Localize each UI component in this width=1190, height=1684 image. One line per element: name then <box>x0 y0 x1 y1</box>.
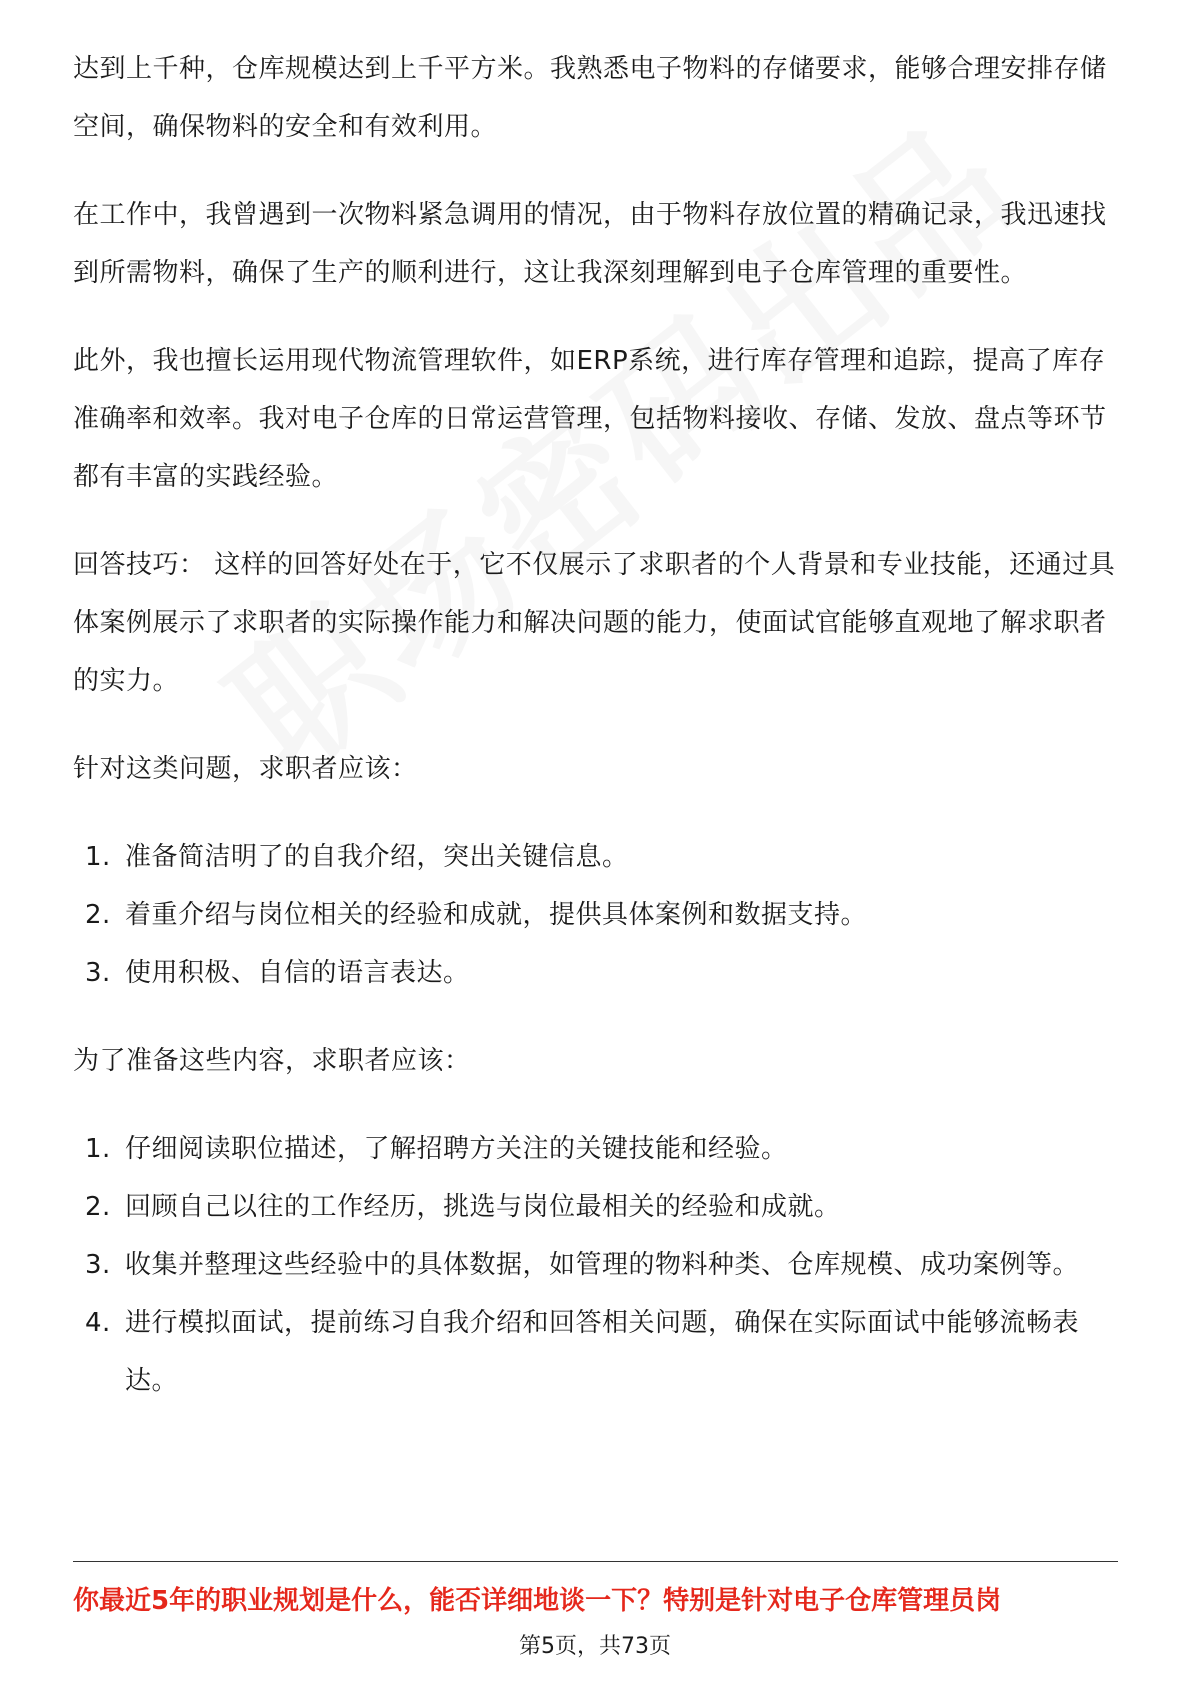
paragraph-urgent-case: 在工作中，我曾遇到一次物料紧急调用的情况，由于物料存放位置的精确记录，我迅速找到所需物料，确保了生产的顺利进行，这让我深刻理解到电子仓库管理的重要性。 <box>73 200 1107 288</box>
list-item <box>73 828 1118 886</box>
list-item-text: 回顾自己以往的工作经历，挑选与岗位最相关的经验和成就。 <box>125 1192 841 1222</box>
list-item <box>73 886 1118 944</box>
section2-list <box>73 1120 1118 1410</box>
section1-intro: 针对这类问题，求职者应该： <box>73 754 418 784</box>
list-item <box>73 1120 1118 1178</box>
list-item <box>73 1236 1118 1294</box>
paragraph-storage-experience: 达到上千种，仓库规模达到上千平方米。我熟悉电子物料的存储要求，能够合理安排存储空间，确保物料的安全和有效利用。 <box>73 54 1107 142</box>
list-item-number: 2. <box>85 900 111 930</box>
paragraph-answer-tips: 回答技巧： 这样的回答好处在于，它不仅展示了求职者的个人背景和专业技能，还通过具体案例展示了求职者的实际操作能力和解决问题的能力，使面试官能够直观地了解求职者的实力。 <box>73 550 1116 696</box>
list-item <box>73 1294 1118 1410</box>
list-item-text: 进行模拟面试，提前练习自我介绍和回答相关问题，确保在实际面试中能够流畅表达。 <box>125 1308 1080 1396</box>
list-item-number: 4. <box>85 1308 111 1338</box>
section2-intro: 为了准备这些内容，求职者应该： <box>73 1046 471 1076</box>
list-item-text: 收集并整理这些经验中的具体数据，如管理的物料种类、仓库规模、成功案例等。 <box>125 1250 1080 1280</box>
footer-divider <box>73 1561 1118 1562</box>
next-question-title: 你最近5年的职业规划是什么，能否详细地谈一下？特别是针对电子仓库管理员岗 <box>73 1586 1002 1616</box>
list-item-text: 使用积极、自信的语言表达。 <box>125 958 470 988</box>
list-item-text: 着重介绍与岗位相关的经验和成就，提供具体案例和数据支持。 <box>125 900 868 930</box>
list-item-text: 准备简洁明了的自我介绍，突出关键信息。 <box>125 842 629 872</box>
section1-list <box>73 828 1118 1002</box>
list-item-number: 1. <box>85 1134 111 1164</box>
list-item-number: 2. <box>85 1192 111 1222</box>
document-body <box>73 40 1118 1440</box>
list-item <box>73 1178 1118 1236</box>
list-item-text: 仔细阅读职位描述，了解招聘方关注的关键技能和经验。 <box>125 1134 788 1164</box>
page-number: 第5页，共73页 <box>519 1634 671 1659</box>
list-item-number: 3. <box>85 1250 111 1280</box>
list-item-number: 3. <box>85 958 111 988</box>
list-item <box>73 944 1118 1002</box>
paragraph-erp-skills: 此外，我也擅长运用现代物流管理软件，如ERP系统，进行库存管理和追踪，提高了库存准确率和效率。我对电子仓库的日常运营管理，包括物料接收、存储、发放、盘点等环节都有丰富的实践经验。 <box>73 346 1107 492</box>
list-item-number: 1. <box>85 842 111 872</box>
